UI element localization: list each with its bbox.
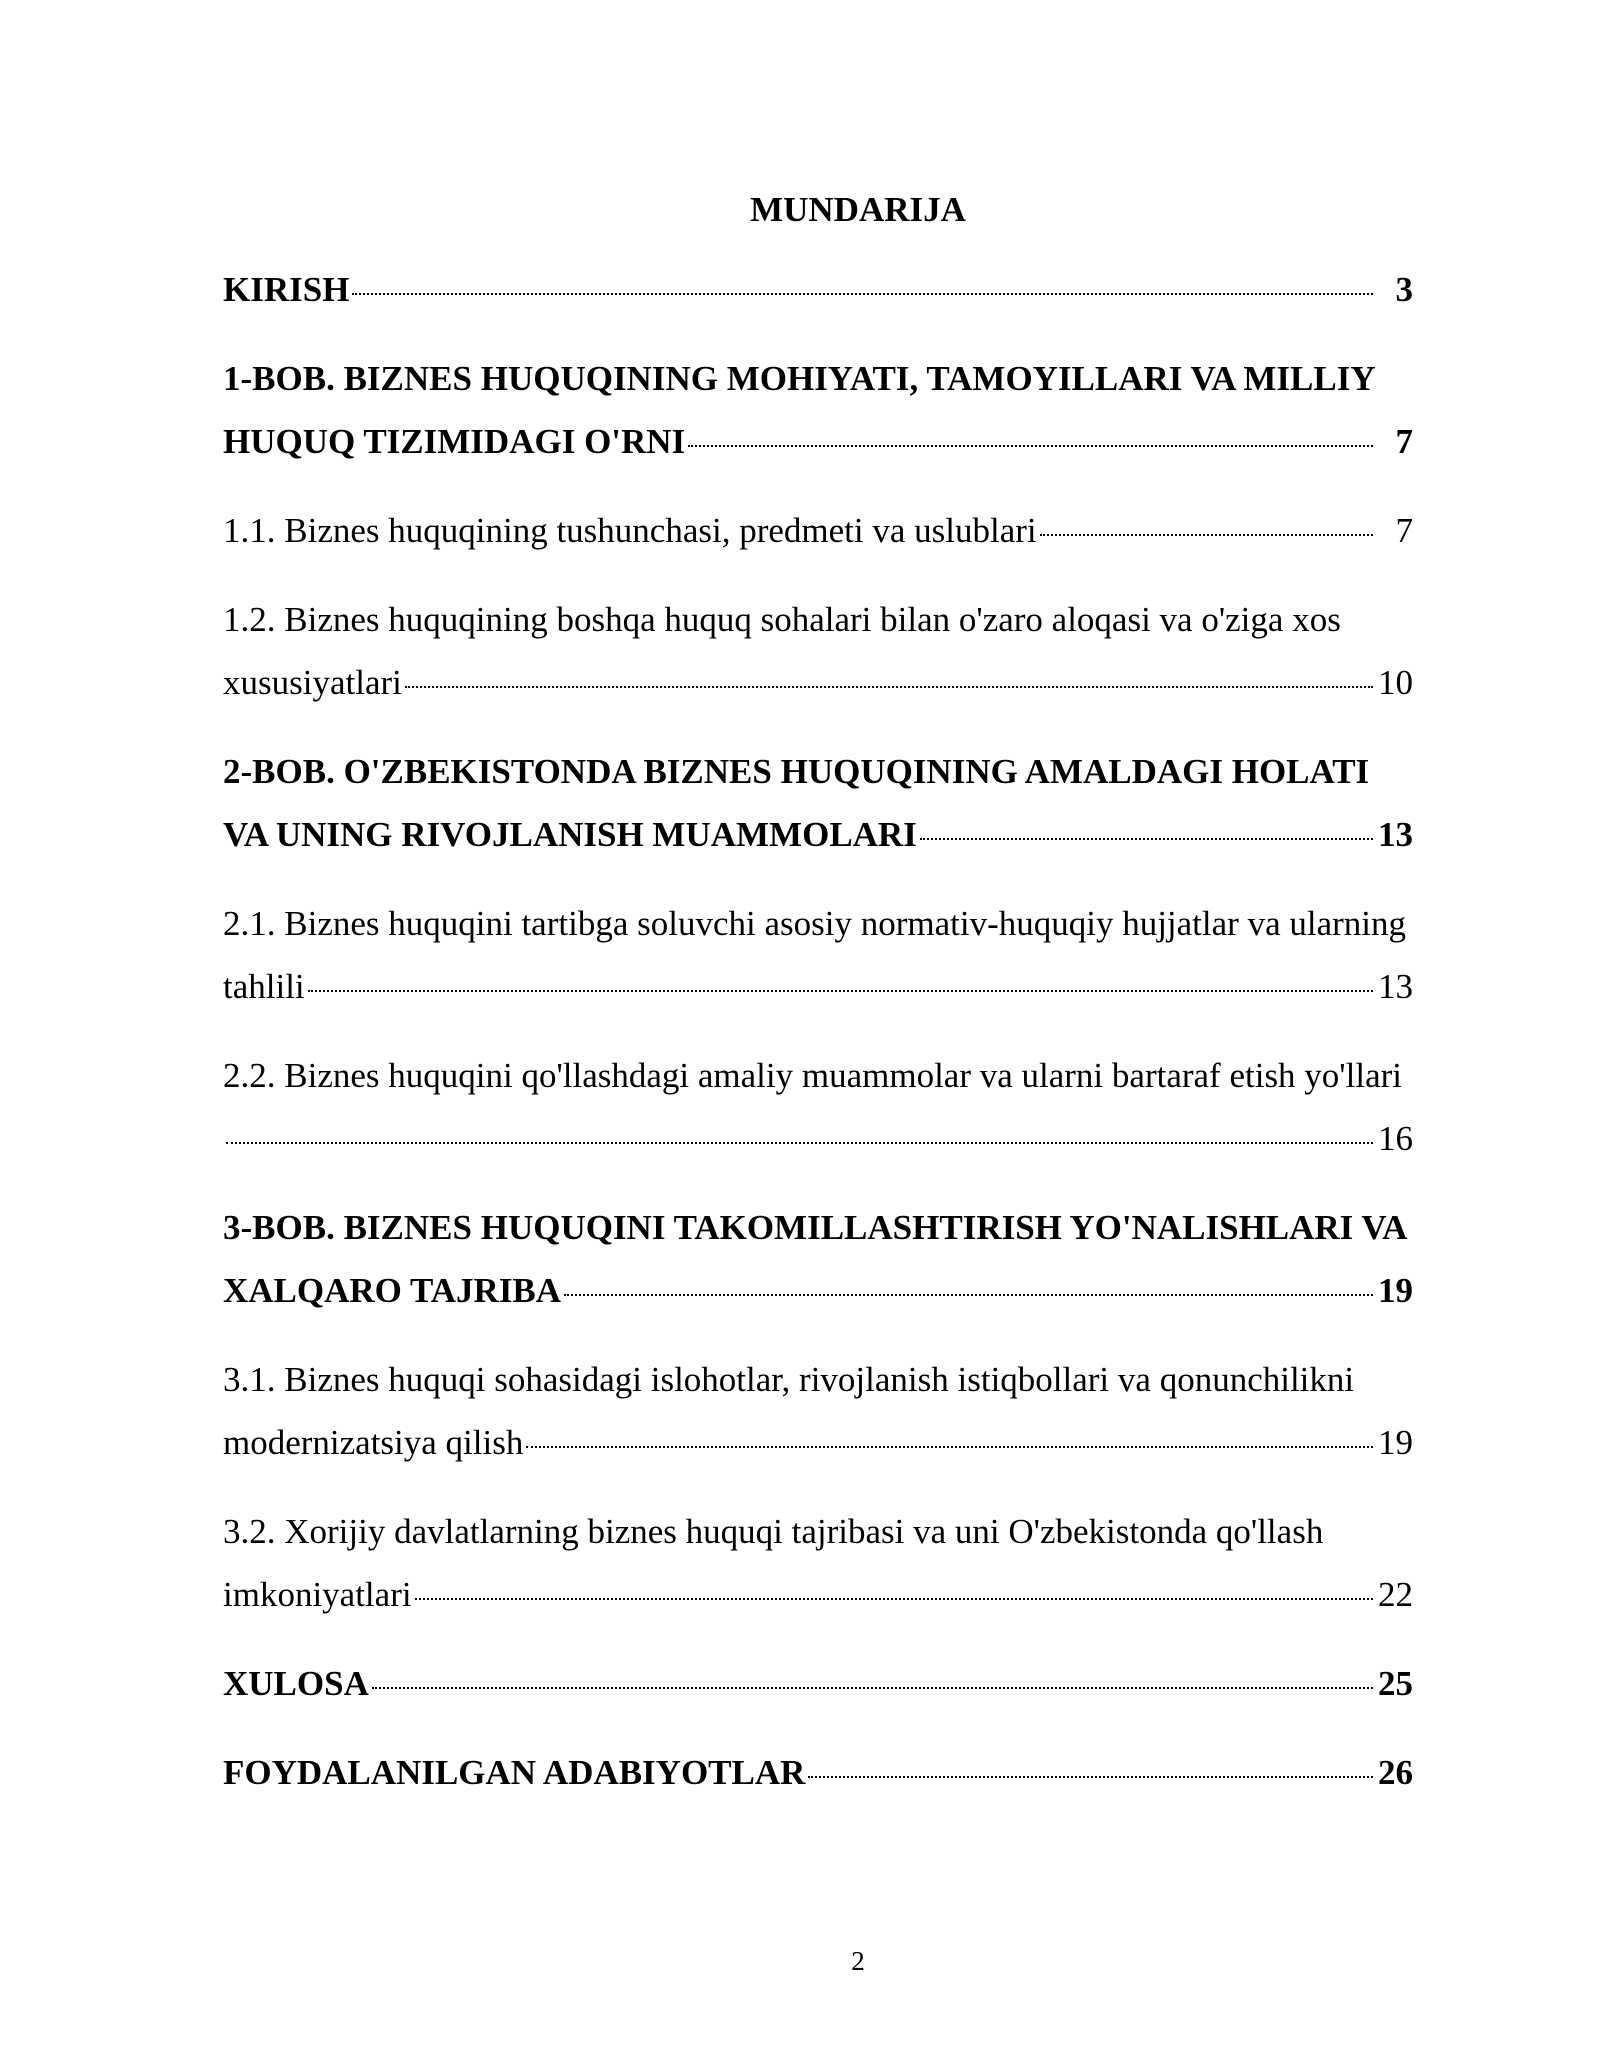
- toc-entry[interactable]: [223, 1196, 1413, 1322]
- dot-leader: [405, 684, 1373, 688]
- toc-page-number: 16: [1378, 1119, 1413, 1158]
- toc-entry-line: [223, 1563, 1413, 1626]
- toc-entry-title: XALQARO TAJRIBA: [223, 1271, 562, 1310]
- dot-leader: [308, 988, 1373, 992]
- toc-entry[interactable]: [223, 1500, 1413, 1626]
- dot-leader: [1040, 532, 1373, 536]
- toc-entry[interactable]: [223, 892, 1413, 1018]
- dot-leader: [808, 1774, 1373, 1778]
- toc-entry-line: [223, 410, 1413, 473]
- toc-entry[interactable]: [223, 1348, 1413, 1474]
- toc-page-number: 3: [1395, 270, 1413, 309]
- toc-entry-title: VA UNING RIVOJLANISH MUAMMOLARI: [223, 815, 917, 854]
- toc-entry-title: 2.2. Biznes huquqini qo'llashdagi amaliy muammolar va ularni bartaraf etish yo'llari: [223, 1056, 1402, 1095]
- toc-page-number: 26: [1378, 1753, 1413, 1792]
- page-number: 2: [851, 1946, 865, 1976]
- table-of-contents: [223, 258, 1413, 1830]
- toc-page-number: 10: [1378, 663, 1413, 702]
- page-title: MUNDARIJA: [750, 190, 966, 229]
- toc-entry-title: 1-BOB. BIZNES HUQUQINING MOHIYATI, TAMOYILLARI VA MILLIY: [223, 359, 1376, 398]
- toc-entry-line: [223, 258, 1413, 321]
- toc-entry-title: 1.1. Biznes huquqining tushunchasi, predmeti va uslublari: [223, 511, 1037, 550]
- toc-entry-title: tahlili: [223, 967, 305, 1006]
- toc-entry-title: modernizatsiya qilish: [223, 1423, 524, 1462]
- toc-entry-line: [223, 955, 1413, 1018]
- dot-leader: [688, 443, 1373, 447]
- toc-entry[interactable]: [223, 258, 1413, 321]
- toc-entry[interactable]: [223, 1741, 1413, 1804]
- toc-entry-title: FOYDALANILGAN ADABIYOTLAR: [223, 1753, 806, 1792]
- toc-entry-line: [223, 1411, 1413, 1474]
- toc-entry[interactable]: [223, 1044, 1413, 1170]
- toc-page-number: 19: [1378, 1271, 1413, 1310]
- toc-entry-line: [223, 1652, 1413, 1715]
- dot-leader: [564, 1292, 1373, 1296]
- toc-entry-line: [223, 1741, 1413, 1804]
- dot-leader: [415, 1596, 1373, 1600]
- toc-entry[interactable]: [223, 347, 1413, 473]
- toc-entry[interactable]: [223, 1652, 1413, 1715]
- toc-page-number: 19: [1378, 1423, 1413, 1462]
- toc-entry-title: 3.2. Xorijiy davlatlarning biznes huquqi tajribasi va uni O'zbekistonda qo'llash: [223, 1512, 1324, 1551]
- dot-leader: [226, 1140, 1373, 1144]
- toc-page-number: 7: [1395, 511, 1413, 550]
- dot-leader: [526, 1444, 1373, 1448]
- toc-entry-line: [223, 651, 1413, 714]
- toc-page-number: 13: [1378, 967, 1413, 1006]
- toc-entry-title: HUQUQ TIZIMIDAGI O'RNI: [223, 422, 686, 461]
- dot-leader: [372, 1685, 1373, 1689]
- toc-entry-title: 2-BOB. O'ZBEKISTONDA BIZNES HUQUQINING AMALDAGI HOLATI: [223, 752, 1370, 791]
- toc-page-number: 22: [1378, 1575, 1413, 1614]
- toc-page-number: 25: [1378, 1664, 1413, 1703]
- toc-entry-title: imkoniyatlari: [223, 1575, 412, 1614]
- toc-entry-title: 1.2. Biznes huquqining boshqa huquq sohalari bilan o'zaro aloqasi va o'ziga xos: [223, 600, 1341, 639]
- toc-entry-title: 3-BOB. BIZNES HUQUQINI TAKOMILLASHTIRISH YO'NALISHLARI VA: [223, 1208, 1408, 1247]
- toc-page-number: 13: [1378, 815, 1413, 854]
- toc-entry[interactable]: [223, 499, 1413, 562]
- toc-entry-line: [223, 1107, 1413, 1170]
- toc-entry[interactable]: [223, 740, 1413, 866]
- toc-entry-line: [223, 803, 1413, 866]
- toc-entry-title: 3.1. Biznes huquqi sohasidagi islohotlar, rivojlanish istiqbollari va qonunchilikni: [223, 1360, 1355, 1399]
- dot-leader: [920, 836, 1373, 840]
- toc-entry[interactable]: [223, 588, 1413, 714]
- dot-leader: [352, 291, 1373, 295]
- toc-entry-title: XULOSA: [223, 1664, 369, 1703]
- toc-entry-title: 2.1. Biznes huquqini tartibga soluvchi asosiy normativ-huquqiy hujjatlar va ularning: [223, 904, 1406, 943]
- toc-entry-title: xususiyatlari: [223, 663, 402, 702]
- toc-entry-line: [223, 499, 1413, 562]
- toc-entry-line: [223, 1259, 1413, 1322]
- toc-entry-title: KIRISH: [223, 270, 350, 309]
- toc-page-number: 7: [1395, 422, 1413, 461]
